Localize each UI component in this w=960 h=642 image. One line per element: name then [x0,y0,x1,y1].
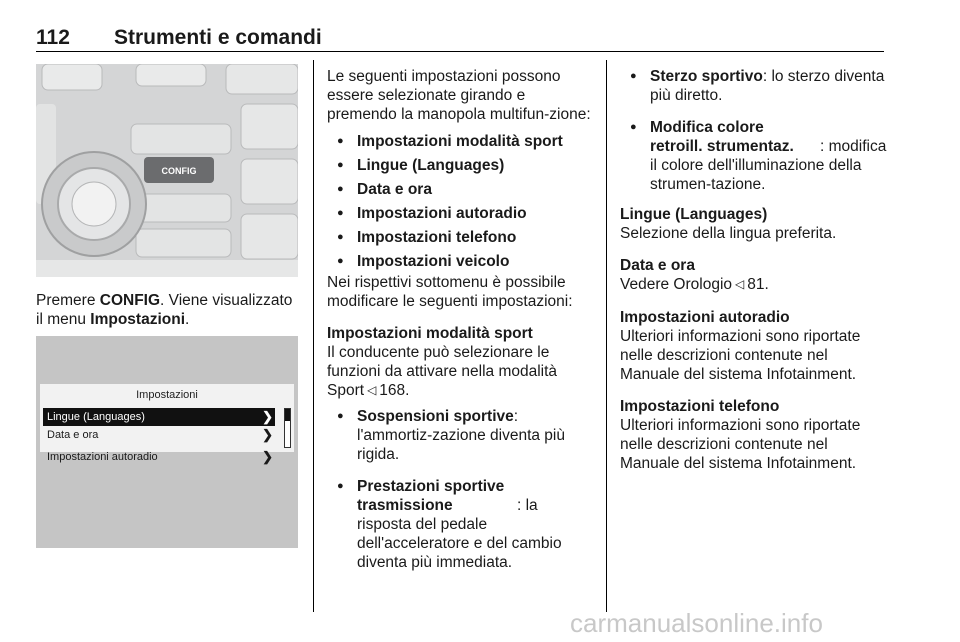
config-button-label: CONFIG [161,166,197,176]
display-row [43,426,275,444]
watermark: carmanualsonline.info [570,608,823,638]
list-item-label: Impostazioni modalità sport [357,133,563,150]
page-ref-number: 168. [379,382,410,399]
header-rule [36,51,884,52]
body-text: Selezione della lingua preferita. [620,225,837,242]
column-2-text [327,67,592,585]
list-item [327,228,592,247]
item-desc: : modifica il colore dell'illuminazione della strumen-tazione. [650,138,887,193]
sport-section [327,324,592,401]
bold-impostazioni: Impostazioni [90,311,186,328]
item-desc: : l'ammortiz-zazione diventa più rigida. [357,408,565,463]
list-item-label: Data e ora [357,181,432,198]
section-heading: Impostazioni modalità sport [327,325,533,342]
page-ref-icon: ◁ [735,277,745,291]
item-term: Sospensioni sportive [357,408,514,425]
console-illustration [36,64,298,277]
section-heading: Impostazioni telefono [620,398,780,415]
display-row-selected [43,408,275,426]
display-row-label: Impostazioni autoradio [47,451,158,463]
sport-list [327,407,592,572]
column-divider-1 [313,60,314,612]
item-desc: : lo sterzo diventa più diretto. [650,68,885,104]
bold-config: CONFIG [99,292,161,309]
data-section [620,256,888,295]
display-row [43,448,275,466]
scrollbar-thumb [285,409,290,421]
section-heading: Lingue (Languages) [620,206,768,223]
section-heading: Data e ora [620,257,695,274]
body-text: Il conducente può selezionare le funzioni da attivare nella modalità Sport [327,344,558,399]
list-item [327,132,592,151]
page-header [36,26,884,52]
list-item [327,204,592,223]
list-item [327,252,592,271]
page-ref-icon: ◁ [367,383,377,397]
item-desc: : la risposta del pedale dell'acceleratore e del cambio diventa più immediata. [357,497,562,571]
list-item-label: Impostazioni veicolo [357,253,510,270]
section-heading: Impostazioni autoradio [620,309,790,326]
display-title: Impostazioni [136,389,198,401]
column-3-text [620,67,888,486]
list-item-label: Lingue (Languages) [357,157,505,174]
chevron-right-icon: ❯ [262,427,273,442]
body-text: Ulteriori informazioni sono riportate nelle descrizioni contenute nel Manuale del sistema Infotainment. [620,417,861,472]
display-panel [40,384,294,452]
autoradio-section [620,308,888,384]
settings-list [327,132,592,271]
chapter-title: Strumenti e comandi [114,26,322,49]
list-item-label: Impostazioni autoradio [357,205,527,222]
page-number: 112 [36,26,70,49]
list-item [327,156,592,175]
submenu-paragraph: Nei rispettivi sottomenu è possibile modificare le seguenti impostazioni: [327,274,573,310]
text-run: . [185,311,190,328]
column-divider-2 [606,60,607,612]
list-item [327,407,592,464]
telefono-section [620,397,888,473]
list-item [620,67,888,105]
item-term: Prestazioni sportive trasmissione [357,478,505,514]
item-term: Modifica colore retroill. strumentaz. [650,119,794,155]
page-ref-number: 81. [747,276,769,293]
list-item-label: Impostazioni telefono [357,229,517,246]
console-photo [36,64,298,277]
body-text: Vedere Orologio [620,276,733,293]
paragraph-config [36,291,302,329]
text-run: Premere [36,292,100,309]
column-1-text [36,291,302,329]
list-item [620,118,888,194]
intro-paragraph: Le seguenti impostazioni possono essere selezionate girando e premendo la manopola multifun-zione: [327,68,591,123]
display-screenshot [36,336,298,548]
display-row-label: Data e ora [47,429,99,441]
text-run: . Viene visualizzato il menu [36,292,293,328]
display-scrollbar [284,408,291,448]
display-row-label: Lingue (Languages) [47,411,145,423]
list-item [327,180,592,199]
body-text: Ulteriori informazioni sono riportate nelle descrizioni contenute nel Manuale del sistema Infotainment. [620,328,861,383]
lingue-section [620,205,888,243]
chevron-right-icon: ❯ [262,449,273,464]
chevron-right-icon: ❯ [262,409,273,424]
item-term: Sterzo sportivo [650,68,763,85]
list-item [327,477,592,572]
color-list [620,67,888,194]
